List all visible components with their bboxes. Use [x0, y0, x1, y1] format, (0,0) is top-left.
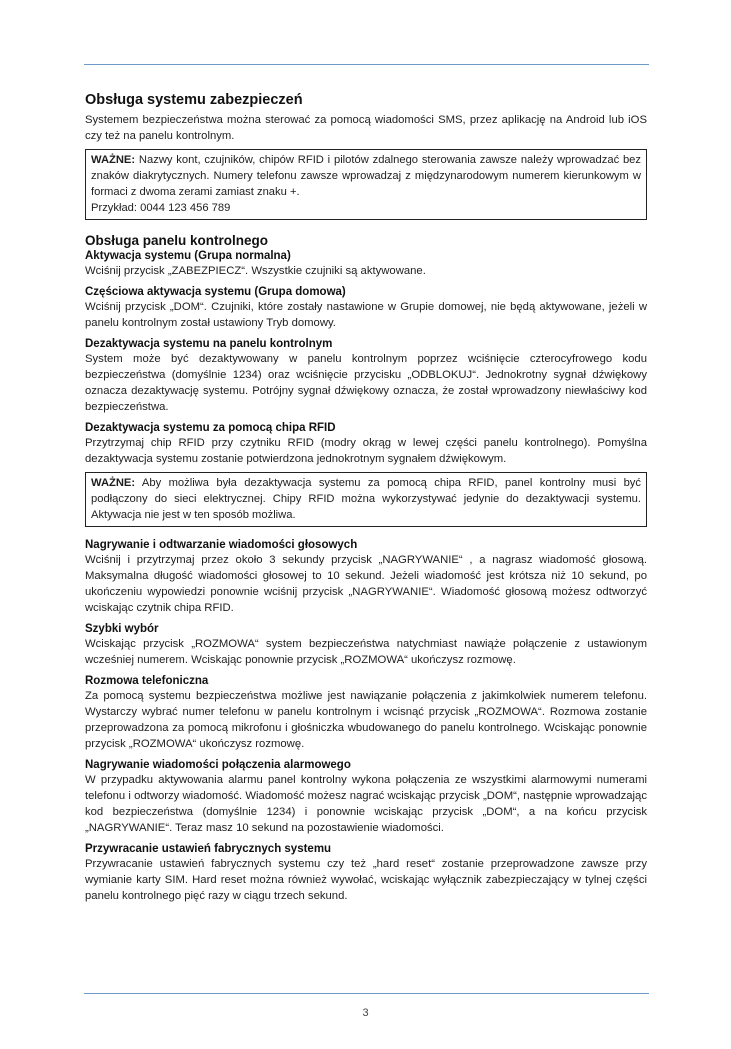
- page-content: [85, 92, 647, 904]
- section-title: Dezaktywacja systemu na panelu kontrolnym: [85, 338, 333, 350]
- page-title: Obsługa systemu zabezpieczeń: [85, 92, 303, 108]
- section-title: Przywracanie ustawień fabrycznych systemu: [85, 843, 332, 855]
- section-title: Nagrywanie wiadomości połączenia alarmowego: [85, 759, 351, 771]
- note-label: WAŻNE:: [91, 477, 136, 489]
- note-text: Aby możliwa była dezaktywacja systemu za pomocą chipa RFID, panel kontrolny musi być podłączony do sieci elektrycznej. Chipy RFID można wykorzystywać jedynie do dezaktywacji systemu. Aktywacja nie jest w ten sposób możliwa.: [91, 477, 641, 521]
- section-title: Częściowa aktywacja systemu (Grupa domowa): [85, 286, 346, 298]
- note-label: WAŻNE:: [91, 154, 136, 166]
- important-note-names: [85, 149, 647, 220]
- section-title: Nagrywanie i odtwarzanie wiadomości głosowych: [85, 539, 358, 551]
- section-title: Dezaktywacja systemu za pomocą chipa RFID: [85, 422, 336, 434]
- section-title: Rozmowa telefoniczna: [85, 675, 209, 687]
- section-text: Przytrzymaj chip RFID przy czytniku RFID (modry okrąg w lewej części panelu kontrolnego). Pomyślna dezaktywacja systemu zostanie potwierdzona jednokrotnym sygnałem dźwiękowym.: [85, 437, 647, 465]
- note-example: Przykład: 0044 123 456 789: [91, 202, 231, 214]
- section-text: Za pomocą systemu bezpieczeństwa możliwe jest nawiązanie połączenia z jakimkolwiek numerem telefonu. Wystarczy wybrać numer telefonu w panelu kontrolnym i wcisnąć przycisk „ROZMOWA“. Rozmowa zostanie przeprowadzona za pomocą mikrofonu i głośniczka wbudowanego do panelu kontrolnego. Wciskając ponownie przycisk „ROZMOWA“ ukończysz rozmowę.: [85, 690, 647, 750]
- section-text: Przywracanie ustawień fabrycznych systemu czy też „hard reset“ zostanie przeprowadzone zawsze przy wymianie karty SIM. Hard reset można również wywołać, wciskając wyłącznik zabezpieczający w tylnej części panelu kontrolnego pięć razy w ciągu trzech sekund.: [85, 858, 647, 902]
- section-title: Szybki wybór: [85, 623, 159, 635]
- page-number: 3: [362, 1007, 369, 1019]
- intro-paragraph: Systemem bezpieczeństwa można sterować za pomocą wiadomości SMS, przez aplikację na Android lub iOS czy też na panelu kontrolnym.: [85, 114, 647, 142]
- section-title: Aktywacja systemu (Grupa normalna): [85, 250, 291, 262]
- section-text: Wciśnij przycisk „DOM“. Czujniki, które zostały nastawione w Grupie domowej, nie będą aktywowane, jeżeli w panelu kontrolnym został ustawiony Tryb domowy.: [85, 301, 647, 329]
- footer-rule: [84, 993, 649, 994]
- important-note-rfid: [85, 472, 647, 527]
- section-text: W przypadku aktywowania alarmu panel kontrolny wykona połączenia ze wszystkimi alarmowymi numerami telefonu i odtworzy wiadomość. Wiadomość możesz nagrać wciskając przycisk „DOM“, następnie wprowadzając kod bezpieczeństwa (domyślnie 1234) i ponownie wciskając przycisk „DOM“, a na końcu przycisk „NAGRYWANIE“. Teraz masz 10 sekund na pozostawienie wiadomości.: [85, 774, 647, 834]
- note-text: Nazwy kont, czujników, chipów RFID i pilotów zdalnego sterowania zawsze należy wprowadzać bez znaków diakrytycznych. Numery telefonu zawsze wprowadzaj z międzynarodowym numerem kierunkowym w formaci z dwoma zerami zamiast znaku +.: [91, 154, 641, 198]
- section-text: Wciśnij przycisk „ZABEZPIECZ“. Wszystkie czujniki są aktywowane.: [85, 265, 426, 277]
- section-text: System może być dezaktywowany w panelu kontrolnym poprzez wciśnięcie czterocyfrowego kodu bezpieczeństwa (domyślnie 1234) oraz wciśnięcie przycisku „ODBLOKUJ“. Jednokrotny sygnał dźwiękowy oznacza dezaktywację systemu. Potrójny sygnał dźwiękowy oznacza, że został wprowadzony niewłaściwy kod bezpieczeństwa.: [85, 353, 647, 413]
- section-text: Wciskając przycisk „ROZMOWA“ system bezpieczeństwa natychmiast nawiąże połączenie z ustawionym wcześniej numerem. Wciskając ponownie przycisk „ROZMOWA“ ukończysz rozmowę.: [85, 638, 647, 666]
- header-rule: [84, 64, 649, 65]
- section-text: Wciśnij i przytrzymaj przez około 3 sekundy przycisk „NAGRYWANIE“ , a nagrasz wiadomość głosową. Maksymalna długość wiadomości głosowej to 10 sekund. Jeżeli wiadomość jest krótsza niż 10 sekund, po ukończeniu wypowiedzi ponownie wciśnij przycisk „NAGRYWANIE“. Wiadomość głosową możesz odtworzyć wciskając czytnik chipa RFID.: [85, 554, 647, 614]
- panel-heading: Obsługa panelu kontrolnego: [85, 233, 269, 248]
